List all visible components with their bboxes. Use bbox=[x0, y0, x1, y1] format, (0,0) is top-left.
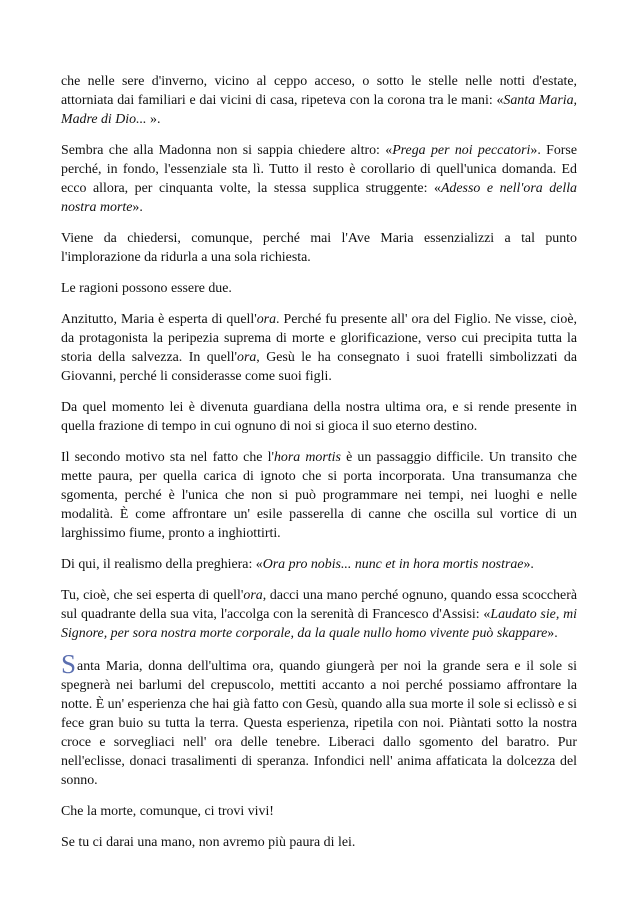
body-text: ». bbox=[146, 112, 161, 127]
body-text: che nelle sere d'inverno, vicino al ceppo acceso, o sotto le stelle nelle notti d'estate, attorniata dai familiari e dai vicini di casa, ripeteva con la corona tra le mani: « bbox=[61, 74, 577, 108]
italic-text: ora bbox=[243, 588, 263, 603]
body-text: Le ragioni possono essere due. bbox=[61, 281, 232, 296]
body-text: , dacci una mano perché ognuno, quando essa scoccherà sul quadrante della sua vita, l'accolga con la serenità di Francesco d'Assisi: « bbox=[61, 588, 577, 622]
paragraph-7 bbox=[61, 448, 577, 543]
body-text: ». bbox=[132, 200, 143, 215]
italic-text: ora bbox=[256, 312, 277, 327]
body-text: ». Forse perché, in fondo, l'essenziale sta lì. Tutto il resto è corollario di quell'unica domanda. Ed ecco allora, per cinquanta volte, la stessa supplica struggente: « bbox=[61, 143, 578, 196]
italic-text: ora bbox=[237, 350, 257, 365]
body-text: Tu, cioè, che sei esperta di quell' bbox=[61, 588, 244, 603]
paragraph-8 bbox=[61, 555, 577, 574]
paragraph-1 bbox=[61, 72, 577, 129]
body-text: , Gesù le ha consegnato i suoi fratelli simbolizzati da Giovanni, perché li considerasse come suoi figli. bbox=[61, 350, 577, 384]
paragraph-4 bbox=[61, 279, 577, 298]
body-text: ». bbox=[523, 557, 534, 572]
body-text: Di qui, il realismo della preghiera: « bbox=[61, 557, 263, 572]
paragraph-2 bbox=[61, 141, 577, 217]
body-text: . Perché fu presente all' ora del Figlio. Ne visse, cioè, da protagonista la peripezia suprema di morte e glorificazione, verso cui precipita tutta la storia della salvezza. In quell' bbox=[61, 312, 577, 365]
body-text: Se tu ci darai una mano, non avremo più paura di lei. bbox=[61, 835, 356, 850]
body-text: Sembra che alla Madonna non si sappia chiedere altro: « bbox=[61, 143, 393, 158]
italic-text: Adesso e nell'ora della nostra morte bbox=[61, 181, 578, 215]
paragraph-10 bbox=[61, 649, 577, 790]
paragraph-9 bbox=[61, 586, 577, 643]
body-text: Il secondo motivo sta nel fatto che l' bbox=[61, 450, 274, 465]
body-text: ». bbox=[547, 626, 558, 641]
drop-cap-letter: S bbox=[61, 649, 77, 679]
paragraph-6 bbox=[61, 398, 577, 436]
italic-text: hora mortis bbox=[273, 450, 341, 465]
body-text: Che la morte, comunque, ci trovi vivi! bbox=[61, 804, 274, 819]
body-text: Anzitutto, Maria è esperta di quell' bbox=[61, 312, 257, 327]
body-text: è un passaggio difficile. Un transito che mette paura, per quella carica di ignoto che si porta incorporata. Una transumanza che sgomenta, perché è l'unica che non si può programmare nei tempi, nei luoghi e nelle modalità. È come affrontare un' esile passerella di canne che oscilla sul vortice di un larghissimo fiume, pronto a inghiottirti. bbox=[61, 450, 577, 541]
paragraph-11 bbox=[61, 802, 577, 821]
italic-text: Laudato sie, mi Signore, per sora nostra morte corporale, da la quale nullo homo vivente può skappare bbox=[61, 607, 577, 641]
italic-text: Santa Maria, Madre di Dio... bbox=[61, 93, 578, 127]
paragraph-12 bbox=[61, 833, 577, 852]
paragraph-5 bbox=[61, 310, 577, 386]
body-text: Da quel momento lei è divenuta guardiana della nostra ultima ora, e si rende presente in quella frazione di tempo in cui ognuno di noi si gioca il suo eterno destino. bbox=[61, 400, 577, 434]
italic-text: Ora pro nobis... nunc et in hora mortis nostrae bbox=[262, 557, 524, 572]
body-text: Viene da chiedersi, comunque, perché mai l'Ave Maria essenzializzi a tal punto l'implorazione da ridurla a una sola richiesta. bbox=[61, 231, 577, 265]
body-text: anta Maria, donna dell'ultima ora, quando giungerà per noi la grande sera e il sole si spegnerà nei barlumi del crepuscolo, mettiti accanto a noi perché possiamo affrontare la notte. È un' esperienza che hai già fatto con Gesù, quando alla sua morte il sole si eclissò e si fece gran buio su tutta la terra. Questa esperienza, ripetila con noi. Piàntati sotto la nostra croce e sorvegliaci nell' ora delle tenebre. Liberaci dallo sgomento del baratro. Pur nell'eclisse, donaci trasalimenti di speranza. Infondici nell' anima affaticata la dolcezza del sonno. bbox=[61, 659, 577, 788]
document-page bbox=[61, 72, 577, 852]
italic-text: Prega per noi peccatori bbox=[392, 143, 531, 158]
paragraph-3 bbox=[61, 229, 577, 267]
